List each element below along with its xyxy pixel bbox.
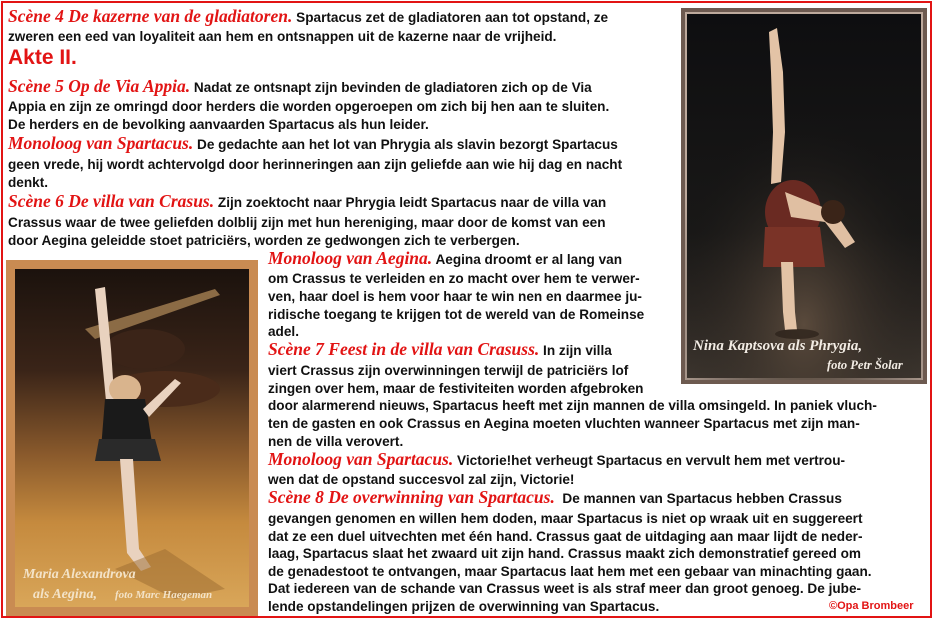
monoloog-aegina-text-1: Aegina droomt er al lang van	[435, 252, 623, 267]
scene7-text-1: In zijn villa	[543, 343, 612, 358]
scene6-heading: Scène 6 De villa van Crasus.	[8, 191, 215, 211]
monoloog-aegina-heading: Monoloog van Aegina.	[268, 248, 433, 268]
dancer-silhouette-right	[685, 12, 923, 380]
scene5-line-1	[8, 78, 592, 97]
photo-left-caption-2: als Aegina,	[33, 587, 98, 602]
scene8-line-3: dat ze een duel uitvechten met één hand. Crassus gaat de uitdaging aan maar lijdt de neder-	[268, 529, 863, 544]
scene5-line-3: De herders en de bevolking aanvaarden Spartacus als hun leider.	[8, 117, 429, 132]
scene8-line-6: Dat iedereen van de schande van Crassus weet is als straf meer dan groot genoeg. De jube-	[268, 581, 862, 596]
monoloog2-heading: Monoloog van Spartacus.	[268, 449, 454, 469]
signature: ©Opa Brombeer	[829, 600, 914, 612]
monoloog1-text-1: De gedachte aan het lot van Phrygia als slavin bezorgt Spartacus	[197, 137, 618, 152]
scene6-text-1: Zijn zoektocht naar Phrygia leidt Spartacus naar de villa van	[217, 195, 607, 210]
scene6-line-3: door Aegina geleidde stoet patriciërs, worden ze gedwongen zich te verbergen.	[8, 233, 520, 248]
scene8-text-1: De mannen van Spartacus hebben Crassus	[562, 491, 842, 506]
monoloog2-line-1	[268, 451, 845, 470]
scene7-line-6: nen de villa verovert.	[268, 434, 404, 449]
monoloog2-text-1: Victorie!het verheugt Spartacus en vervult hem met vertrou-	[457, 453, 846, 468]
monoloog2-line-2: wen dat de opstand succesvol zal zijn, Victorie!	[268, 472, 575, 487]
scene5-line-2: Appia en zijn ze omringd door herders die worden opgeroepen om zich bij hen aan te sluiten.	[8, 99, 610, 114]
dancer-silhouette-left	[15, 269, 249, 607]
photo-right-caption-2: foto Petr Šolar	[827, 358, 903, 372]
scene7-heading: Scène 7 Feest in de villa van Crasuss.	[268, 339, 540, 359]
scene4-line-1	[8, 8, 608, 27]
scene8-line-7: lende opstandelingen prijzen de overwinning van Spartacus.	[268, 599, 660, 614]
monoloog1-line-1	[8, 135, 618, 154]
scene7-line-4: door alarmerend nieuws, Spartacus heeft met zijn mannen de villa omsingeld. In paniek vluch-	[268, 398, 877, 413]
monoloog1-line-2: geen vrede, hij wordt achtervolgd door herinneringen aan zijn geliefde aan wie hij dag en nacht	[8, 157, 623, 172]
scene4-line-2: zweren een eed van loyaliteit aan hem en ontsnappen uit de kazerne naar de vrijheid.	[8, 29, 557, 44]
monoloog-aegina-line-3: ven, haar doel is hem voor haar te win nen en daarmee ju-	[268, 289, 642, 304]
monoloog1-line-3: denkt.	[8, 175, 49, 190]
scene7-line-1	[268, 341, 612, 360]
scene5-heading: Scène 5 Op de Via Appia.	[8, 76, 191, 96]
scene7-line-2: viert Crassus zijn overwinningen terwijl de patriciërs lof	[268, 363, 629, 378]
photo-left-caption-3: foto Marc Haegeman	[115, 589, 213, 601]
scene7-line-3: zingen over hem, maar de festiviteiten worden afgebroken	[268, 381, 644, 396]
scene6-line-1	[8, 193, 606, 212]
scene5-text-1: Nadat ze ontsnapt zijn bevinden de gladiatoren zich op de Via	[193, 80, 592, 95]
scene8-heading: Scène 8 De overwinning van Spartacus.	[268, 487, 555, 507]
monoloog-aegina-line-4: ridische toegang te krijgen tot de wereld van de Romeinse	[268, 307, 645, 322]
photo-left-caption-1: Maria Alexandrova	[23, 567, 136, 582]
scene7-line-5: ten de gasten en ook Crassus en Aegina moeten vluchten wanneer Spartacus met zijn man-	[268, 416, 860, 431]
monoloog-aegina-line-2: om Crassus te verleiden en zo macht over hem te verwer-	[268, 271, 640, 286]
photo-aegina	[6, 260, 258, 616]
photo-right-caption-1: Nina Kaptsova als Phrygia,	[693, 338, 863, 354]
monoloog-aegina-line-5: adel.	[268, 324, 299, 339]
photo-phrygia	[681, 8, 927, 384]
scene8-line-2: gevangen genomen en willen hem doden, maar Spartacus is niet op wraak uit en suggereert	[268, 511, 863, 526]
scene8-line-4: laag, Spartacus slaat het zwaard uit zijn hand. Crassus maakt zich demonstratief gereed om	[268, 546, 862, 561]
scene4-heading: Scène 4 De kazerne van de gladiatoren.	[8, 6, 293, 26]
scene8-line-5: de genadestoot te ontvangen, maar Spartacus laat hem met een gebaar van minachting gaan.	[268, 564, 872, 579]
scene8-line-1	[268, 489, 842, 508]
scene6-line-2: Crassus waar de twee geliefden dolblij zijn met hun hereniging, maar door de komst van een	[8, 215, 606, 230]
act-title: Akte II.	[8, 46, 77, 69]
monoloog-aegina-line-1	[268, 250, 622, 269]
monoloog1-heading: Monoloog van Spartacus.	[8, 133, 194, 153]
photo-left-image	[15, 269, 249, 607]
scene4-text-1: Spartacus zet de gladiatoren aan tot opstand, ze	[296, 10, 609, 25]
